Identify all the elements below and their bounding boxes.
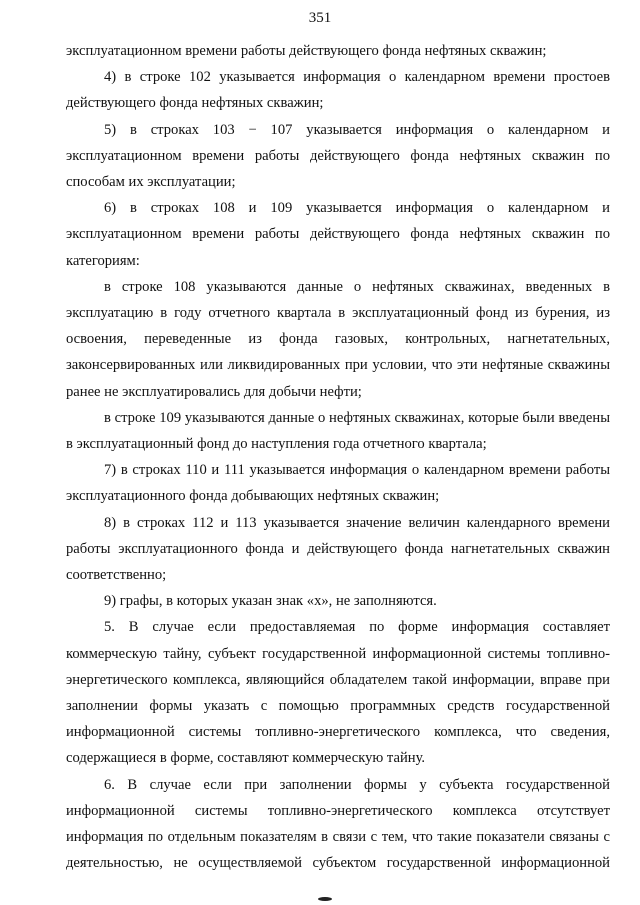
paragraph-continuation: эксплуатационном времени работы действующего фонда нефтяных скважин; — [66, 43, 547, 59]
paragraph-section-6: 6. В случае если при заполнении формы у субъекта государственной информационной системы топливно-энергетического комплекса отсутствует информация по отдельным показателям в связи с тем, что такие показатели связаны с деятельностью, не осуществляемой субъектом государственной информационной — [66, 776, 610, 872]
paragraph-section-5: 5. В случае если предоставляемая по форме информация составляет коммерческую тайну, субъект государственной информационной системы топливно-энергетического комплекса, являющийся обладателем такой информации, вправе при заполнении формы указать с помощью программных средств государственной информационной системы топливно-энергетического комплекса, что сведения, содержащиеся в форме, составляют коммерческую тайну. — [66, 619, 610, 767]
paragraph-item-6: 6) в строках 108 и 109 указывается информация о календарном и эксплуатационном времени работы действующего фонда нефтяных скважин по категориям: — [66, 200, 610, 269]
paragraph-row-108: в строке 108 указываются данные о нефтяных скважинах, введенных в эксплуатацию в году отчетного квартала в эксплуатационный фонд из бурения, из освоения, переведенные из фонда газовых, контрольных, нагнетательных, законсервированных или ликвидированных при условии, что эти нефтяные скважины ранее не эксплуатировались для добычи нефти; — [66, 278, 610, 400]
paragraph-item-8: 8) в строках 112 и 113 указывается значение величин календарного времени работы эксплуатационного фонда и действующего фонда нагнетательных скважин соответственно; — [66, 514, 610, 584]
paragraph-item-7: 7) в строках 110 и 111 указывается информация о календарном времени работы эксплуатационного фонда добывающих нефтяных скважин; — [66, 462, 610, 505]
paragraph-item-9: 9) графы, в которых указан знак «х», не заполняются. — [104, 593, 437, 610]
document-body — [66, 38, 610, 877]
paragraph-item-4: 4) в строке 102 указывается информация о календарном времени простоев действующего фонда нефтяных скважин; — [66, 69, 610, 112]
scan-artifact-mark — [318, 897, 332, 901]
paragraph-item-5: 5) в строках 103 − 107 указывается информация о календарном и эксплуатационном времени работы действующего фонда нефтяных скважин по способам их эксплуатации; — [66, 121, 610, 191]
page-number: 351 — [308, 10, 332, 26]
paragraph-row-109: в строке 109 указываются данные о нефтяных скважинах, которые были введены в эксплуатационный фонд до наступления года отчетного квартала; — [66, 409, 610, 453]
